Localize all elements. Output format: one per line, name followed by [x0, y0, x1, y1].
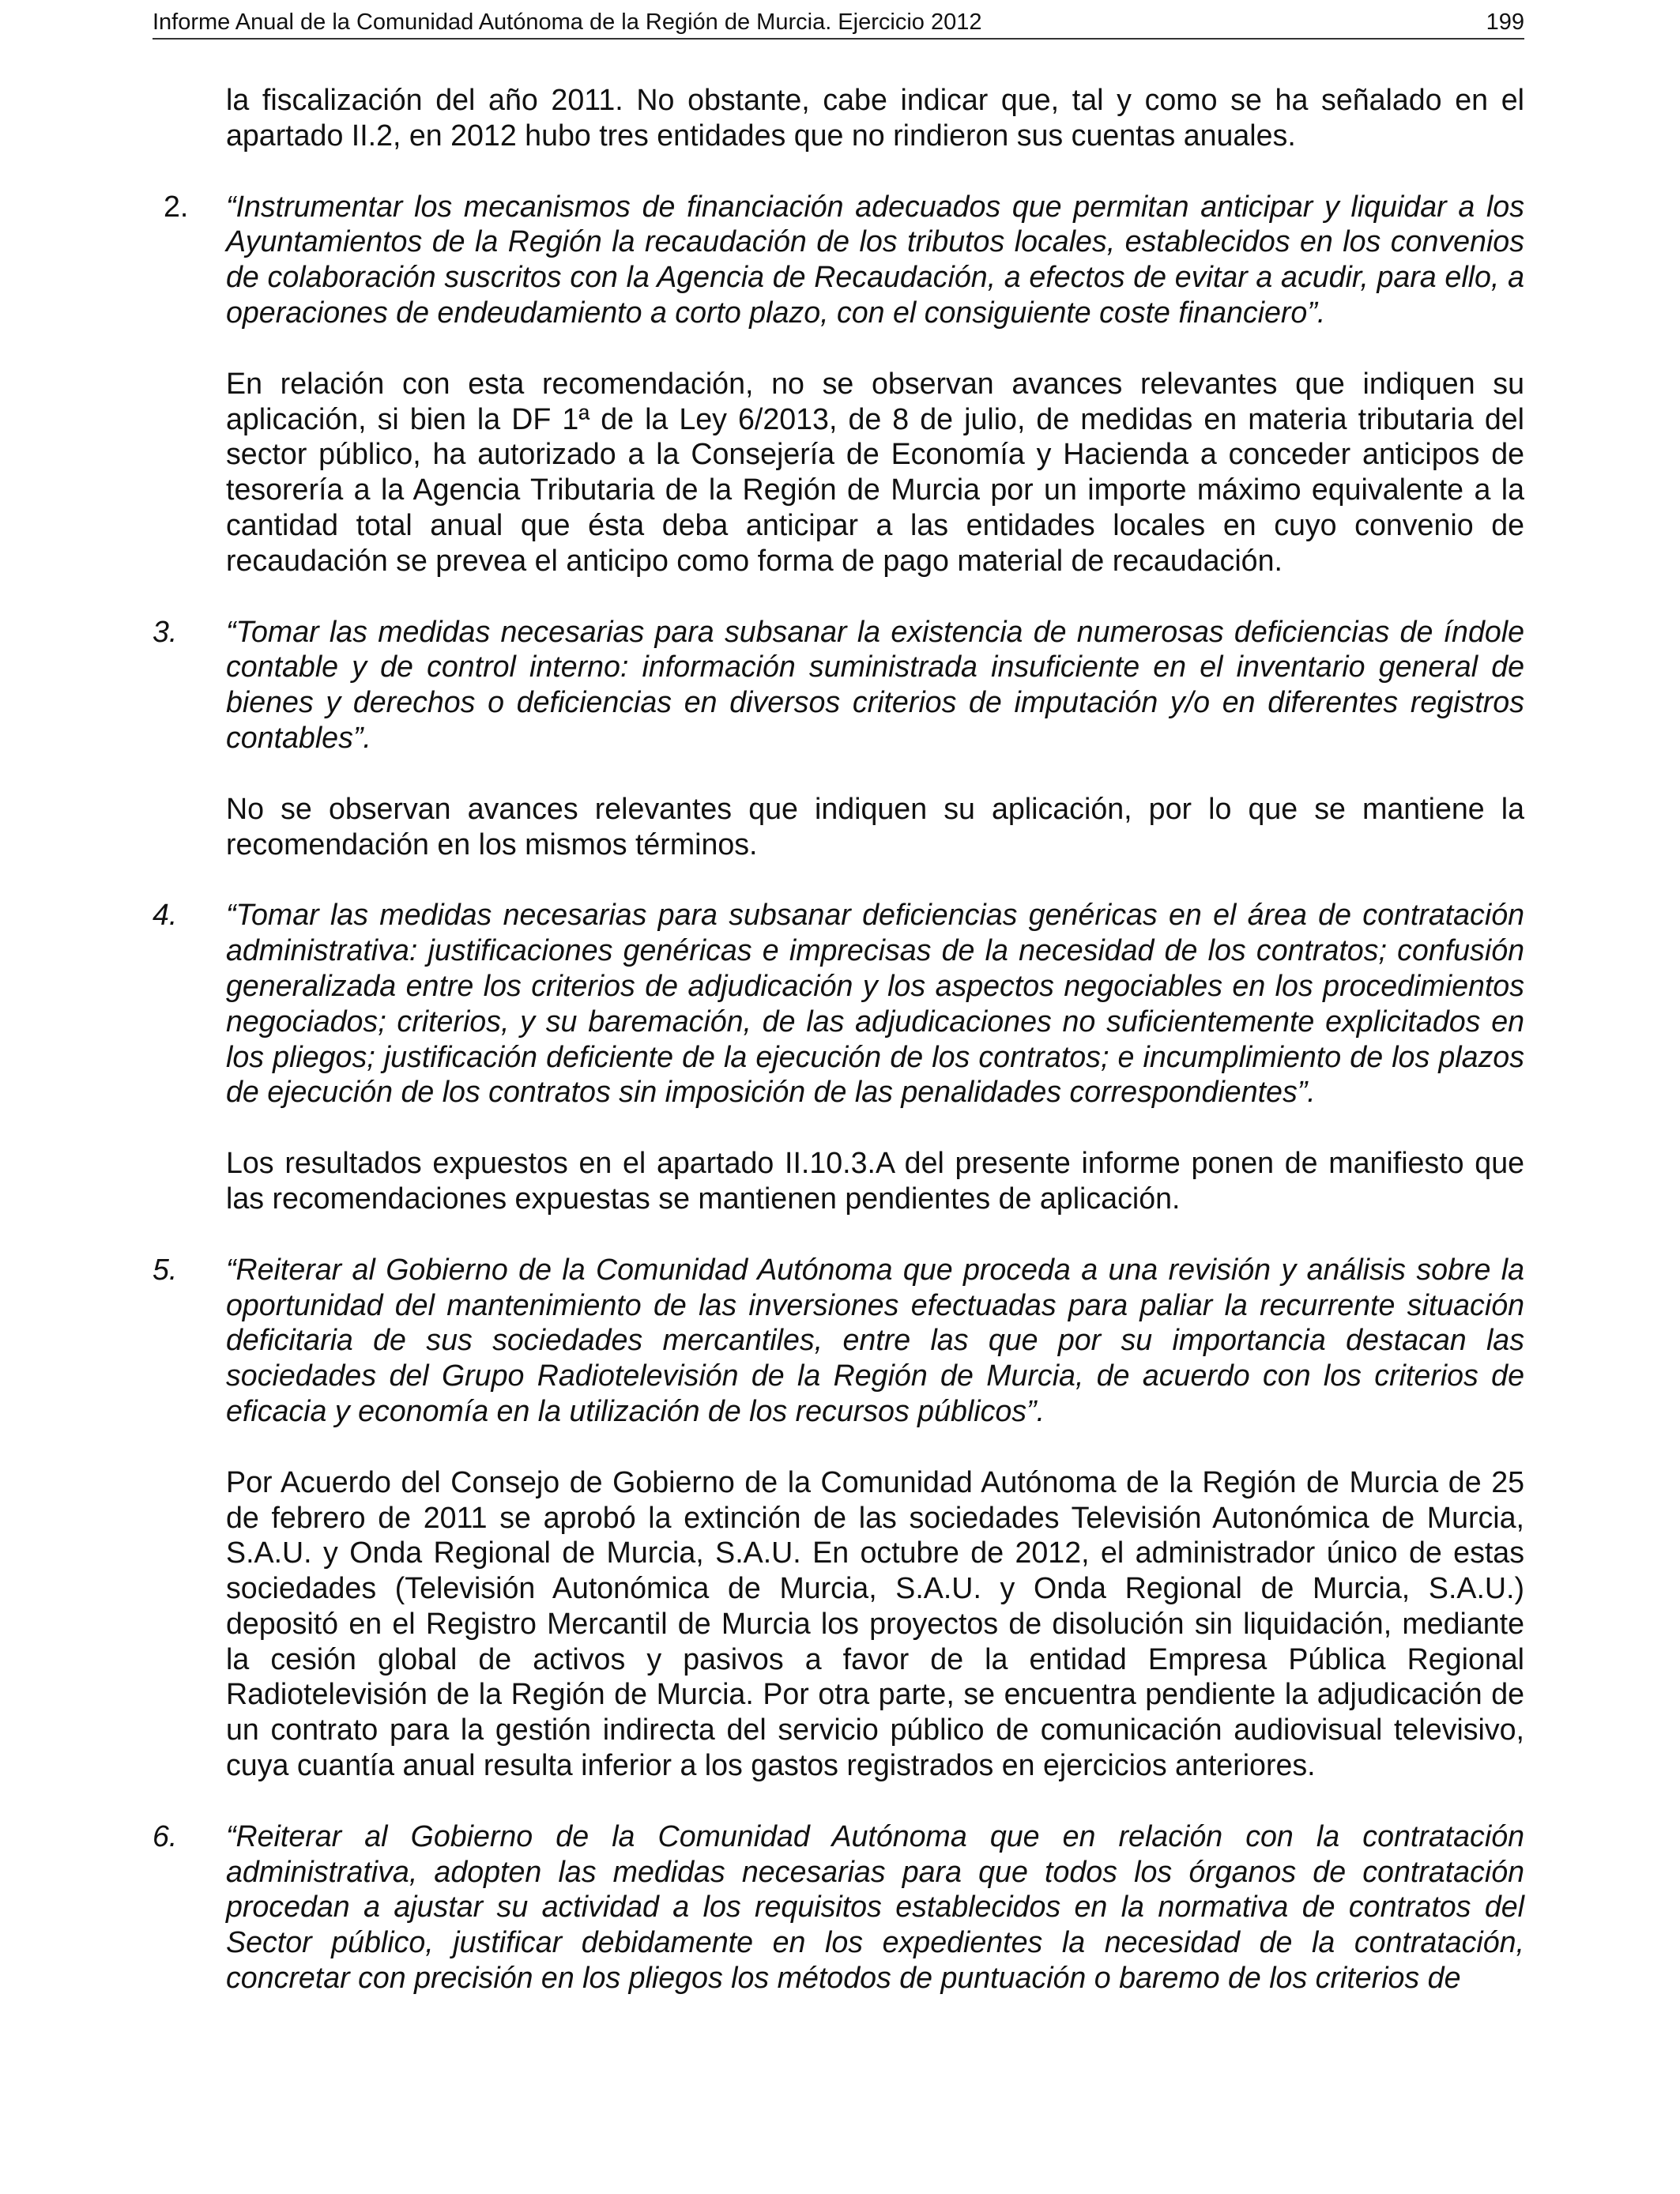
- item-number: 4.: [153, 898, 178, 932]
- intro-paragraph: la fiscalización del año 2011. No obstante, cabe indicar que, tal y como se ha señalado en el apartado II.2, en 2012 hubo tres entidades que no rindieron sus cuentas anuales.: [226, 83, 1524, 152]
- recommendation-comment: En relación con esta recomendación, no se observan avances relevantes que indiquen su aplicación, si bien la DF 1ª de la Ley 6/2013, de 8 de julio, de medidas en materia tributaria del sector público, ha autorizado a la Consejería de Economía y Hacienda a conceder anticipos de tesorería a la Agencia Tributaria de la Región de Murcia por un importe máximo equivalente a la cantidad total anual que ésta deba anticipar a las entidades locales en cuyo convenio de recaudación se prevea el anticipo como forma de pago material de recaudación.: [226, 366, 1524, 577]
- item-number: 5.: [153, 1252, 178, 1286]
- item-number: 2.: [164, 189, 189, 223]
- page-header: [153, 6, 1524, 40]
- recommendation-comment: No se observan avances relevantes que indiquen su aplicación, por lo que se mantiene la recomendación en los mismos términos.: [226, 791, 1524, 861]
- recommendation-quote: “Reiterar al Gobierno de la Comunidad Autónoma que en relación con la contratación administrativa, adopten las medidas necesarias para que todos los órganos de contratación procedan a ajustar su actividad a los requisitos establecidos en la normativa de contratos del Sector público, justificar debidamente en los expedientes la necesidad de la contratación, concretar con precisión en los pliegos los métodos de puntuación o baremo de los criterios de: [226, 1819, 1524, 1995]
- item-number: 6.: [153, 1819, 178, 1853]
- recommendation-comment: Por Acuerdo del Consejo de Gobierno de la Comunidad Autónoma de la Región de Murcia de 25 de febrero de 2011 se aprobó la extinción de las sociedades Televisión Autonómica de Murcia, S.A.U. y Onda Regional de Murcia, S.A.U. En octubre de 2012, el administrador único de estas sociedades (Televisión Autonómica de Murcia, S.A.U. y Onda Regional de Murcia, S.A.U.) depositó en el Registro Mercantil de Murcia los proyectos de disolución sin liquidación, mediante la cesión global de activos y pasivos a favor de la entidad Empresa Pública Regional Radiotelevisión de la Región de Murcia. Por otra parte, se encuentra pendiente la adjudicación de un contrato para la gestión indirecta del servicio público de comunicación audiovisual televisivo, cuya cuantía anual resulta inferior a los gastos registrados en ejercicios anteriores.: [226, 1465, 1524, 1782]
- recommendation-quote: “Tomar las medidas necesarias para subsanar la existencia de numerosas deficiencias de índole contable y de control interno: información suministrada insuficiente en el inventario general de bienes y derechos o deficiencias en diversos criterios de imputación y/o en diferentes registros contables”.: [226, 614, 1524, 754]
- recommendation-quote: “Tomar las medidas necesarias para subsanar deficiencias genéricas en el área de contratación administrativa: justificaciones genéricas e imprecisas de la necesidad de los contratos; confusión generalizada entre los criterios de adjudicación y los aspectos negociables en los procedimientos negociados; criterios, y su baremación, de las adjudicaciones no suficientemente explicitados en los pliegos; justificación deficiente de la ejecución de los contratos; e incumplimiento de los plazos de ejecución de los contratos sin imposición de las penalidades correspondientes”.: [226, 898, 1524, 1109]
- recommendation-item-3: [153, 614, 1524, 862]
- recommendation-quote: “Reiterar al Gobierno de la Comunidad Autónoma que proceda a una revisión y análisis sobre la oportunidad del mantenimiento de las inversiones efectuadas para paliar la recurrente situación deficitaria de sus sociedades mercantiles, entre las que por su importancia destacan las sociedades del Grupo Radiotelevisión de la Región de Murcia, de acuerdo con los criterios de eficacia y economía en la utilización de los recursos públicos”.: [226, 1252, 1524, 1427]
- item-number: 3.: [153, 614, 178, 648]
- recommendation-comment: Los resultados expuestos en el apartado II.10.3.A del presente informe ponen de manifiesto que las recomendaciones expuestas se mantienen pendientes de aplicación.: [226, 1146, 1524, 1215]
- document-body: [153, 82, 1524, 1996]
- recommendation-item-5: [153, 1252, 1524, 1783]
- recommendation-item-6: [153, 1819, 1524, 1996]
- page-number: 199: [1486, 9, 1524, 35]
- recommendation-quote: “Instrumentar los mecanismos de financiación adecuados que permitan anticipar y liquidar a los Ayuntamientos de la Región la recaudación de los tributos locales, establecidos en los convenios de colaboración suscritos con la Agencia de Recaudación, a efectos de evitar a acudir, para ello, a operaciones de endeudamiento a corto plazo, con el consiguiente coste financiero”.: [226, 189, 1524, 329]
- recommendation-item-4: [153, 897, 1524, 1216]
- header-title: Informe Anual de la Comunidad Autónoma de la Región de Murcia. Ejercicio 2012: [153, 9, 982, 35]
- recommendation-item-2: [153, 189, 1524, 579]
